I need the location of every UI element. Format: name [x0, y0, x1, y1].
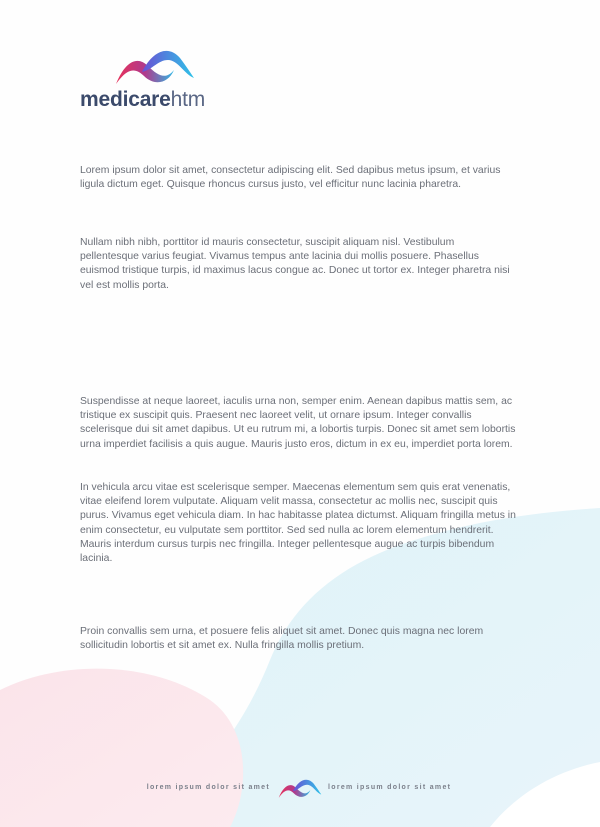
body-paragraph: Lorem ipsum dolor sit amet, consectetur adipiscing elit. Sed dapibus metus ipsum, et varius ligula dictum eget. Quisque rhoncus cursus justo, vel efficitur nunc lacinia pharetra.: [80, 165, 501, 191]
brand-logo: [80, 44, 240, 114]
wave-logo-icon: [114, 44, 196, 88]
body-paragraph: In vehicula arcu vitae est scelerisque semper. Maecenas elementum sem quis erat venenatis, vitae eleifend lorem vulputate. Aliquam velit massa, consectetur ac mollis nec, suscipit quis purus. Vivamus eget vehicula diam. In hac habitasse platea dictumst. Aliquam fringilla metus in enim consectetur, eu vulputate sem porttitor. Sed sed nulla ac lorem elementum hendrerit. Mauris interdum cursus turpis nec fringilla. Integer pellentesque augue ac turpis bibendum lacinia.: [80, 482, 516, 565]
pink-wave-shape: [0, 669, 243, 827]
body-paragraph: Proin convallis sem urna, et posuere felis aliquet sit amet. Donec quis magna nec lorem sollicitudin lobortis et sit amet ex. Nulla fringilla mollis pretium.: [80, 626, 484, 652]
footer-left-text: lorem ipsum dolor sit amet: [146, 784, 270, 791]
footer-right-text: lorem ipsum dolor sit amet: [328, 784, 452, 791]
brand-name-light: htm: [170, 88, 206, 111]
page-footer: [0, 776, 600, 802]
body-paragraph: Nullam nibh nibh, porttitor id mauris consectetur, suscipit aliquam nisl. Vestibulum pellentesque varius feugiat. Vivamus tempus ante lacinia dui mollis posuere. Phasellus euismod tristique turpis, id maximus lacus congue ac. Donec ut tortor ex. Integer pharetra nisi vel est mollis porta.: [80, 237, 510, 291]
wave-logo-icon: [277, 776, 323, 800]
brand-name: [80, 88, 205, 112]
brand-name-bold: medicare: [80, 88, 171, 111]
body-paragraph: Suspendisse at neque laoreet, iaculis urna non, semper enim. Aenean dapibus mattis sem, ac tristique ex suscipit quis. Praesent nec laoreet velit, ut ornare ipsum. Integer convallis scelerisque dui sit amet dapibus. Ut eu rutrum mi, a lobortis turpis. Donec sit amet sem lobortis urna imperdiet facilisis a quis augue. Mauris justo eros, dictum in ex eu, imperdiet porta lorem.: [80, 396, 516, 450]
